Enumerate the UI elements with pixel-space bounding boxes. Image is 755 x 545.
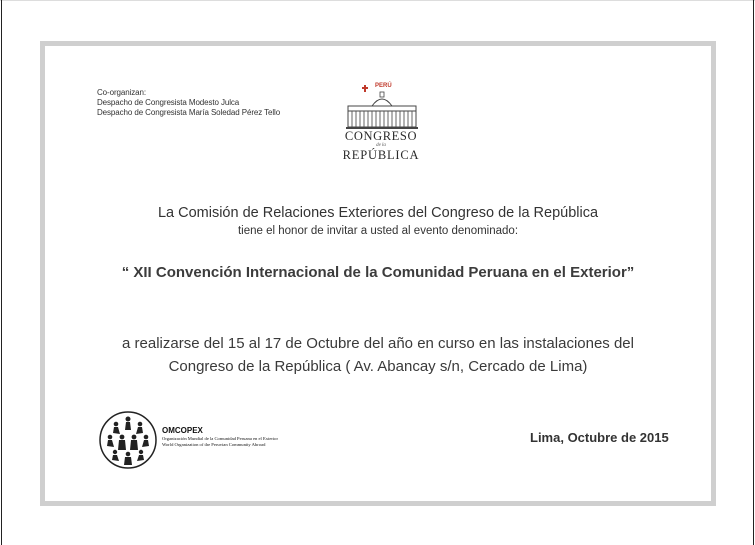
event-details-line: Congreso de la República ( Av. Abancay s/n, Cercado de Lima) (168, 358, 588, 375)
place-and-date: Lima, Octubre de 2015 (530, 430, 669, 445)
page-top-edge (0, 0, 755, 1)
omcopex-text-block (162, 426, 278, 447)
congress-wordmark-line2: de la (376, 143, 386, 148)
invitation-title: La Comisión de Relaciones Exteriores del Congreso de la República (157, 205, 599, 221)
event-details-line: a realizarse del 15 al 17 de Octubre del año en curso en las instalaciones del (122, 335, 634, 352)
invitation-subtitle: tiene el honor de invitar a usted al evento denominado: (237, 225, 519, 237)
omcopex-globe-icon (98, 410, 158, 470)
event-name: “ XII Convención Internacional de la Comunidad Peruana en el Exterior” (121, 264, 635, 281)
coorganizers-heading: Co-organizan: (97, 88, 146, 97)
congress-wordmark-line1: CONGRESO (344, 129, 418, 143)
country-mark: PERÚ (375, 83, 392, 89)
coorganizer-line: Despacho de Congresista Modesto Julca (97, 98, 240, 107)
omcopex-acronym: OMCOPEX (162, 426, 203, 435)
coorganizer-line: Despacho de Congresista María Soledad Pérez Tello (97, 108, 281, 117)
coorganizers-block (97, 88, 280, 118)
omcopex-name-es: Organización Mundial de la Comunidad Peruana en el Exterior (162, 436, 278, 441)
page-right-edge (753, 0, 754, 545)
event-details (45, 332, 711, 378)
invitation-card (40, 41, 716, 506)
congress-wordmark-line3: REPÚBLICA (342, 148, 420, 162)
omcopex-name-en: World Organization of the Peruvian Community Abroad (162, 441, 266, 447)
page-left-edge (1, 0, 2, 545)
congress-wordmark (341, 130, 421, 162)
